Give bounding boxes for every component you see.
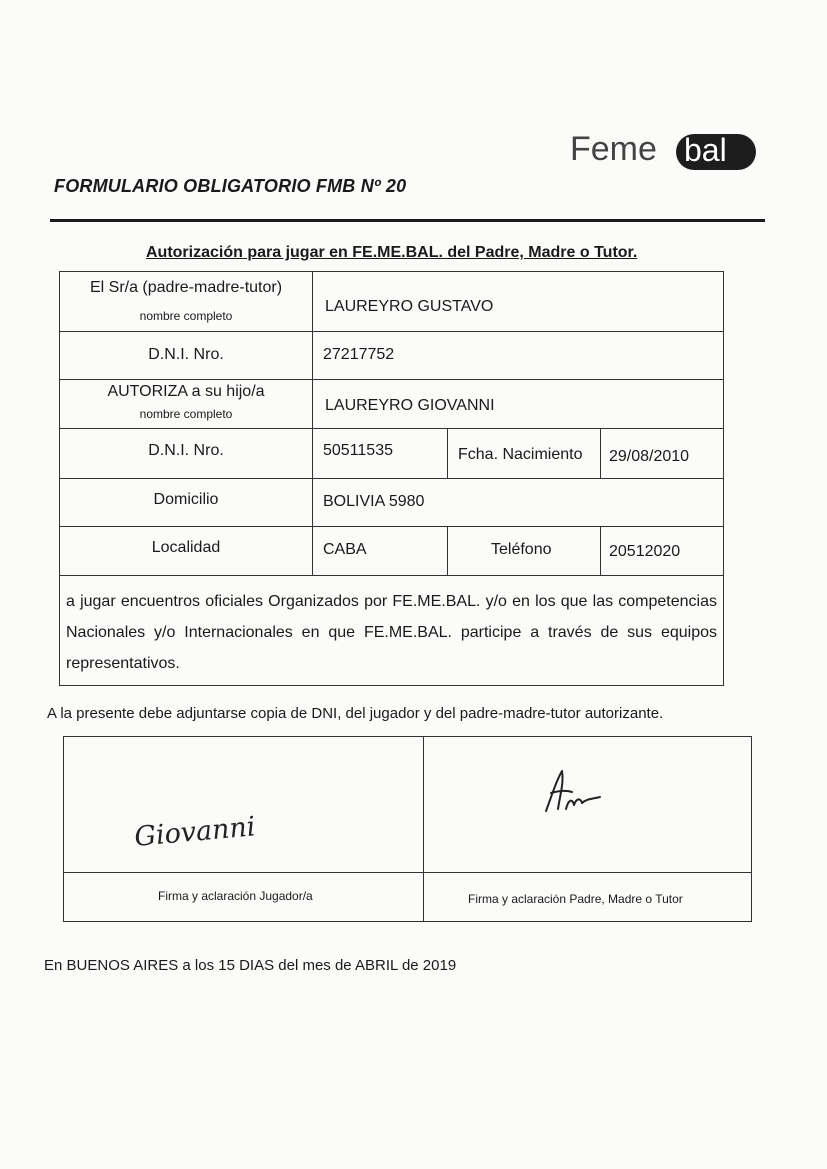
player-name: LAUREYRO GIOVANNI [325,397,495,414]
phone-label-cell [447,527,600,575]
birth-date-label-cell [447,429,600,478]
player-signature-text: Giovanni [133,811,257,853]
guardian-sublabel: nombre completo [139,309,233,323]
birth-date-label: Fcha. Nacimiento [458,446,583,463]
player-caption-cell [64,873,424,921]
guardian-label-cell [60,272,312,331]
player-label: AUTORIZA a su hijo/a [107,383,265,400]
guardian-dni-label: D.N.I. Nro. [148,346,224,363]
header-divider [50,219,765,222]
player-signature-box [64,737,424,873]
address-row [60,479,723,527]
phone-label: Teléfono [491,541,552,558]
birth-date-value-cell [600,429,723,478]
femebal-logo [568,128,760,174]
player-dni: 50511535 [323,442,393,459]
locality-label-cell [60,527,312,575]
authorization-table [59,271,724,686]
player-dni-label-cell [60,429,312,478]
guardian-dni-value-cell [312,332,723,379]
address: BOLIVIA 5980 [323,493,425,510]
guardian-dni-label-cell [60,332,312,379]
signature-table [63,736,752,922]
player-signature-caption: Firma y aclaración Jugador/a [158,889,313,903]
authorization-statement: a jugar encuentros oficiales Organizados por FE.ME.BAL. y/o en los que las competencias Nacionales y/o Internacionales en que FE.ME.BAL. participe a través de sus equipos representativos. [66,593,717,672]
guardian-signature-stroke [546,771,600,811]
player-sublabel: nombre completo [139,407,233,421]
guardian-name: LAUREYRO GUSTAVO [325,298,494,315]
locality-row [60,527,723,576]
guardian-caption-cell [424,873,751,921]
player-label-cell [60,380,312,428]
logo-pill-text: bal [684,132,727,168]
guardian-value-cell [312,272,723,331]
player-dni-label: D.N.I. Nro. [148,442,224,459]
guardian-signature [538,765,628,825]
guardian-signature-box [424,737,751,873]
form-subtitle: Autorización para jugar en FE.ME.BAL. del Padre, Madre o Tutor. [146,244,638,261]
guardian-row [60,272,723,332]
attachment-note: A la presente debe adjuntarse copia de DNI, del jugador y del padre-madre-tutor autorizante. [47,705,664,722]
place-and-date: En BUENOS AIRES a los 15 DIAS del mes de ABRIL de 2019 [44,957,457,974]
locality-label: Localidad [151,539,221,556]
guardian-dni-row [60,332,723,380]
logo-text: Feme [570,130,657,168]
guardian-signature-caption: Firma y aclaración Padre, Madre o Tutor [468,892,683,906]
player-signature [130,799,330,859]
phone-value-cell [600,527,723,575]
player-row [60,380,723,429]
guardian-label: El Sr/a (padre-madre-tutor) [89,279,283,296]
phone: 20512020 [609,543,681,560]
guardian-dni: 27217752 [323,346,395,363]
locality: CABA [323,541,367,558]
player-value-cell [312,380,723,428]
locality-value-cell [312,527,447,575]
address-label-cell [60,479,312,526]
player-dni-value-cell [312,429,447,478]
form-title: FORMULARIO OBLIGATORIO FMB Nº 20 [54,176,407,196]
player-dni-row [60,429,723,479]
address-value-cell [312,479,723,526]
birth-date: 29/08/2010 [609,448,690,465]
address-label: Domicilio [153,491,219,508]
